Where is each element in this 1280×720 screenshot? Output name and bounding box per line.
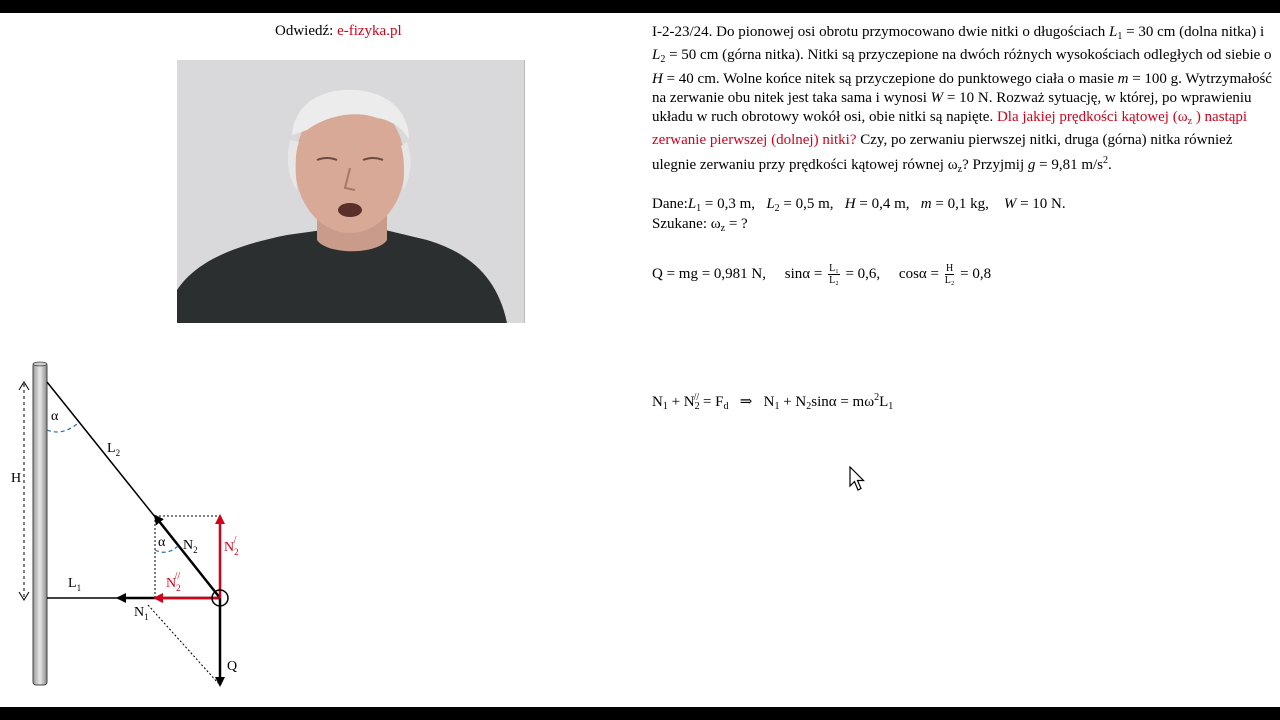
top-letterbox-bar [0,0,1280,13]
N1-label: $N_1$ [134,605,149,622]
L2-label: $L_2$ [107,441,121,458]
sin-value: = 0,6, [845,265,881,282]
question-text: ) nastąpi zerwanie pierwszej (dolnej) nitki? [652,109,1248,149]
presenter-image [177,60,524,323]
alpha-bottom-label: α [158,535,166,550]
eq-term: sinα = mω [811,394,875,410]
problem-text: I-2-23/24. Do pionowej osi obrotu przymocowano dwie nitki o długościach [652,24,1110,40]
N2-parallel-label: $N_2//$ [166,571,181,593]
cos-fraction [945,263,955,286]
sin-fraction [828,263,840,286]
given-value: = 0,3 m, [701,196,756,212]
sin-lhs: sinα = [784,265,823,282]
problem-text: = 10 N. Rozważ sytuację, w której, po wprawieniu układu w ruch obrotowy wokół osi, obie nitki są napięte. [652,89,1252,126]
implies-arrow: ⇒ [739,394,753,410]
fraction-numerator: L₁ [829,263,839,274]
presenter-video [177,60,525,323]
force-diagram [0,345,260,705]
N2-perpendicular-label: $N_2/$ [224,535,239,557]
problem-text: = 50 cm (górna nitka). Nitki są przyczepione na dwóch różnych wysokościach odległych od siebie o [665,47,1272,64]
symbol-L: L [1109,24,1118,40]
visit-label: Odwiedź: [275,23,334,39]
problem-text: Czy, po zerwaniu pierwszej nitki, druga (górna) nitka również ulegnie zerwaniu przy prędkości kątowej równej ω [652,132,1233,173]
symbol-L: L [652,47,661,64]
given-label: Dane: [652,196,688,212]
sought-label: Szukane: ω [652,216,721,232]
fraction-denominator: L₂ [944,275,955,286]
problem-text: . [1108,156,1112,173]
fraction-denominator: L₂ [829,275,839,286]
subscript: z [957,163,963,175]
sought-data [652,216,748,234]
problem-text: ? Przyjmij [962,156,1028,173]
eq-term: + N [779,394,807,410]
eq-term: N [763,394,775,410]
visit-header [275,23,402,40]
subscript: z [1187,116,1193,128]
symbol-L: L [687,196,697,212]
subscript: 2 [806,401,812,412]
Q-label: Q [227,659,238,674]
symbol-H: H [652,70,663,87]
subscript: 1 [774,401,780,412]
problem-text: = 40 cm. Wolne końce nitek są przyczepione do punktowego ciała o masie [662,70,1118,87]
angle-arc-top [47,424,77,432]
diagram-svg [0,345,260,705]
N2-arrow [155,516,220,598]
question-text: Dla jakiej prędkości kątowej (ω [996,109,1188,126]
problem-statement [652,23,1274,179]
given-data [652,196,1066,214]
sought-rest: = ? [725,216,748,232]
eq-term: = F [699,394,724,410]
H-label: H [11,471,22,486]
subscript: 1 [1117,31,1123,42]
cos-lhs: cosα = [898,265,939,282]
equation-1 [652,263,991,286]
problem-text: = 100 g. Wytrzymałość na zerwanie obu nitek jest taka sama i wynosi [652,70,1272,106]
symbol-L: L [766,196,775,212]
symbol-W: W [930,89,944,106]
given-value: = 0,4 m, [855,196,910,212]
problem-text: = 9,81 m/s [1035,156,1104,173]
eq-term: L [879,394,889,410]
cos-value: = 0,8 [960,265,992,282]
eq-term: + N [667,394,695,410]
superscript: // [693,392,700,403]
symbol-W: W [1003,196,1017,212]
symbol-H: H [844,196,856,212]
L1-label: $L_1$ [68,576,82,593]
site-link[interactable]: e-fizyka.pl [337,23,402,39]
rotation-axis-rod [33,363,47,685]
fraction-numerator: H [945,263,954,274]
alpha-top-label: α [51,409,59,424]
weight-equation: Q = mg = 0,981 N, [652,265,767,282]
mouse-pointer-icon [848,466,866,497]
subscript: 2 [694,401,700,412]
symbol-m: m [1117,70,1129,87]
given-value: = 0,1 kg, [931,196,989,212]
problem-text: = 30 cm (dolna nitka) i [1122,24,1265,40]
superscript: 2 [1103,154,1109,166]
superscript: 2 [874,392,880,403]
N2-label: $N_2$ [183,538,198,555]
subscript: 1 [662,401,668,412]
subscript: 2 [774,203,780,214]
symbol-g: g [1027,156,1036,173]
subscript: d [723,401,729,412]
subscript: 1 [888,401,894,412]
bottom-letterbox-bar [0,707,1280,720]
subscript: 2 [660,54,666,66]
equation-2 [652,392,893,412]
given-value: = 10 N. [1016,196,1066,212]
symbol-m: m [920,196,932,212]
subscript: 1 [696,203,702,214]
subscript: z [720,223,726,234]
eq-term: N [652,394,663,410]
given-value: = 0,5 m, [779,196,834,212]
